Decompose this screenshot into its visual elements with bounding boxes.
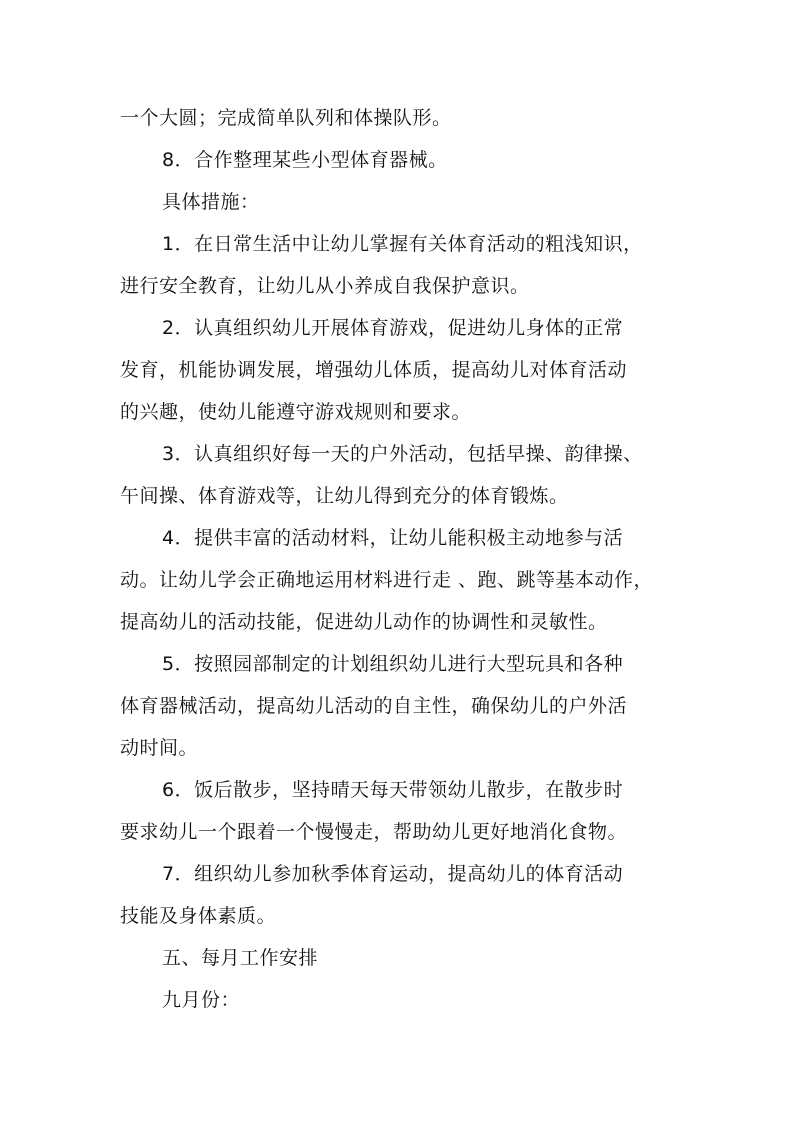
- text-line: 5．按照园部制定的计划组织幼儿进行大型玩具和各种: [162, 653, 624, 675]
- text-line: 4．提供丰富的活动材料，让幼儿能积极主动地参与活: [162, 527, 624, 549]
- text-line: 2．认真组织幼儿开展体育游戏，促进幼儿身体的正常: [162, 317, 624, 339]
- text-line: 的兴趣，使幼儿能遵守游戏规则和要求。: [120, 401, 472, 423]
- text-line: 1．在日常生活中让幼儿掌握有关体育活动的粗浅知识，: [162, 233, 643, 255]
- text-line: 提高幼儿的活动技能，促进幼儿动作的协调性和灵敏性。: [120, 611, 608, 633]
- text-line: 具体措施：: [162, 191, 260, 213]
- text-line: 动。让幼儿学会正确地运用材料进行走 、跑、跳等基本动作，: [120, 569, 654, 591]
- text-line: 要求幼儿一个跟着一个慢慢走，帮助幼儿更好地消化食物。: [120, 821, 628, 843]
- section-heading: 五、每月工作安排: [162, 947, 319, 969]
- text-line: 技能及身体素质。: [120, 905, 277, 927]
- text-line: 体育器械活动，提高幼儿活动的自主性，确保幼儿的户外活: [120, 695, 628, 717]
- text-line: 6．饭后散步，坚持晴天每天带领幼儿散步，在散步时: [162, 779, 624, 801]
- text-line: 7．组织幼儿参加秋季体育运动，提高幼儿的体育活动: [162, 863, 624, 885]
- month-heading: 九月份：: [162, 989, 241, 1011]
- text-line: 一个大圆；完成简单队列和体操队形。: [120, 107, 452, 129]
- text-line: 动时间。: [120, 737, 199, 759]
- text-line: 发育，机能协调发展，增强幼儿体质，提高幼儿对体育活动: [120, 359, 628, 381]
- text-line: 3．认真组织好每一天的户外活动，包括早操、韵律操、: [162, 443, 643, 465]
- text-line: 午间操、体育游戏等，让幼儿得到充分的体育锻炼。: [120, 485, 569, 507]
- text-line: 8．合作整理某些小型体育器械。: [162, 149, 448, 171]
- text-line: 进行安全教育，让幼儿从小养成自我保护意识。: [120, 275, 530, 297]
